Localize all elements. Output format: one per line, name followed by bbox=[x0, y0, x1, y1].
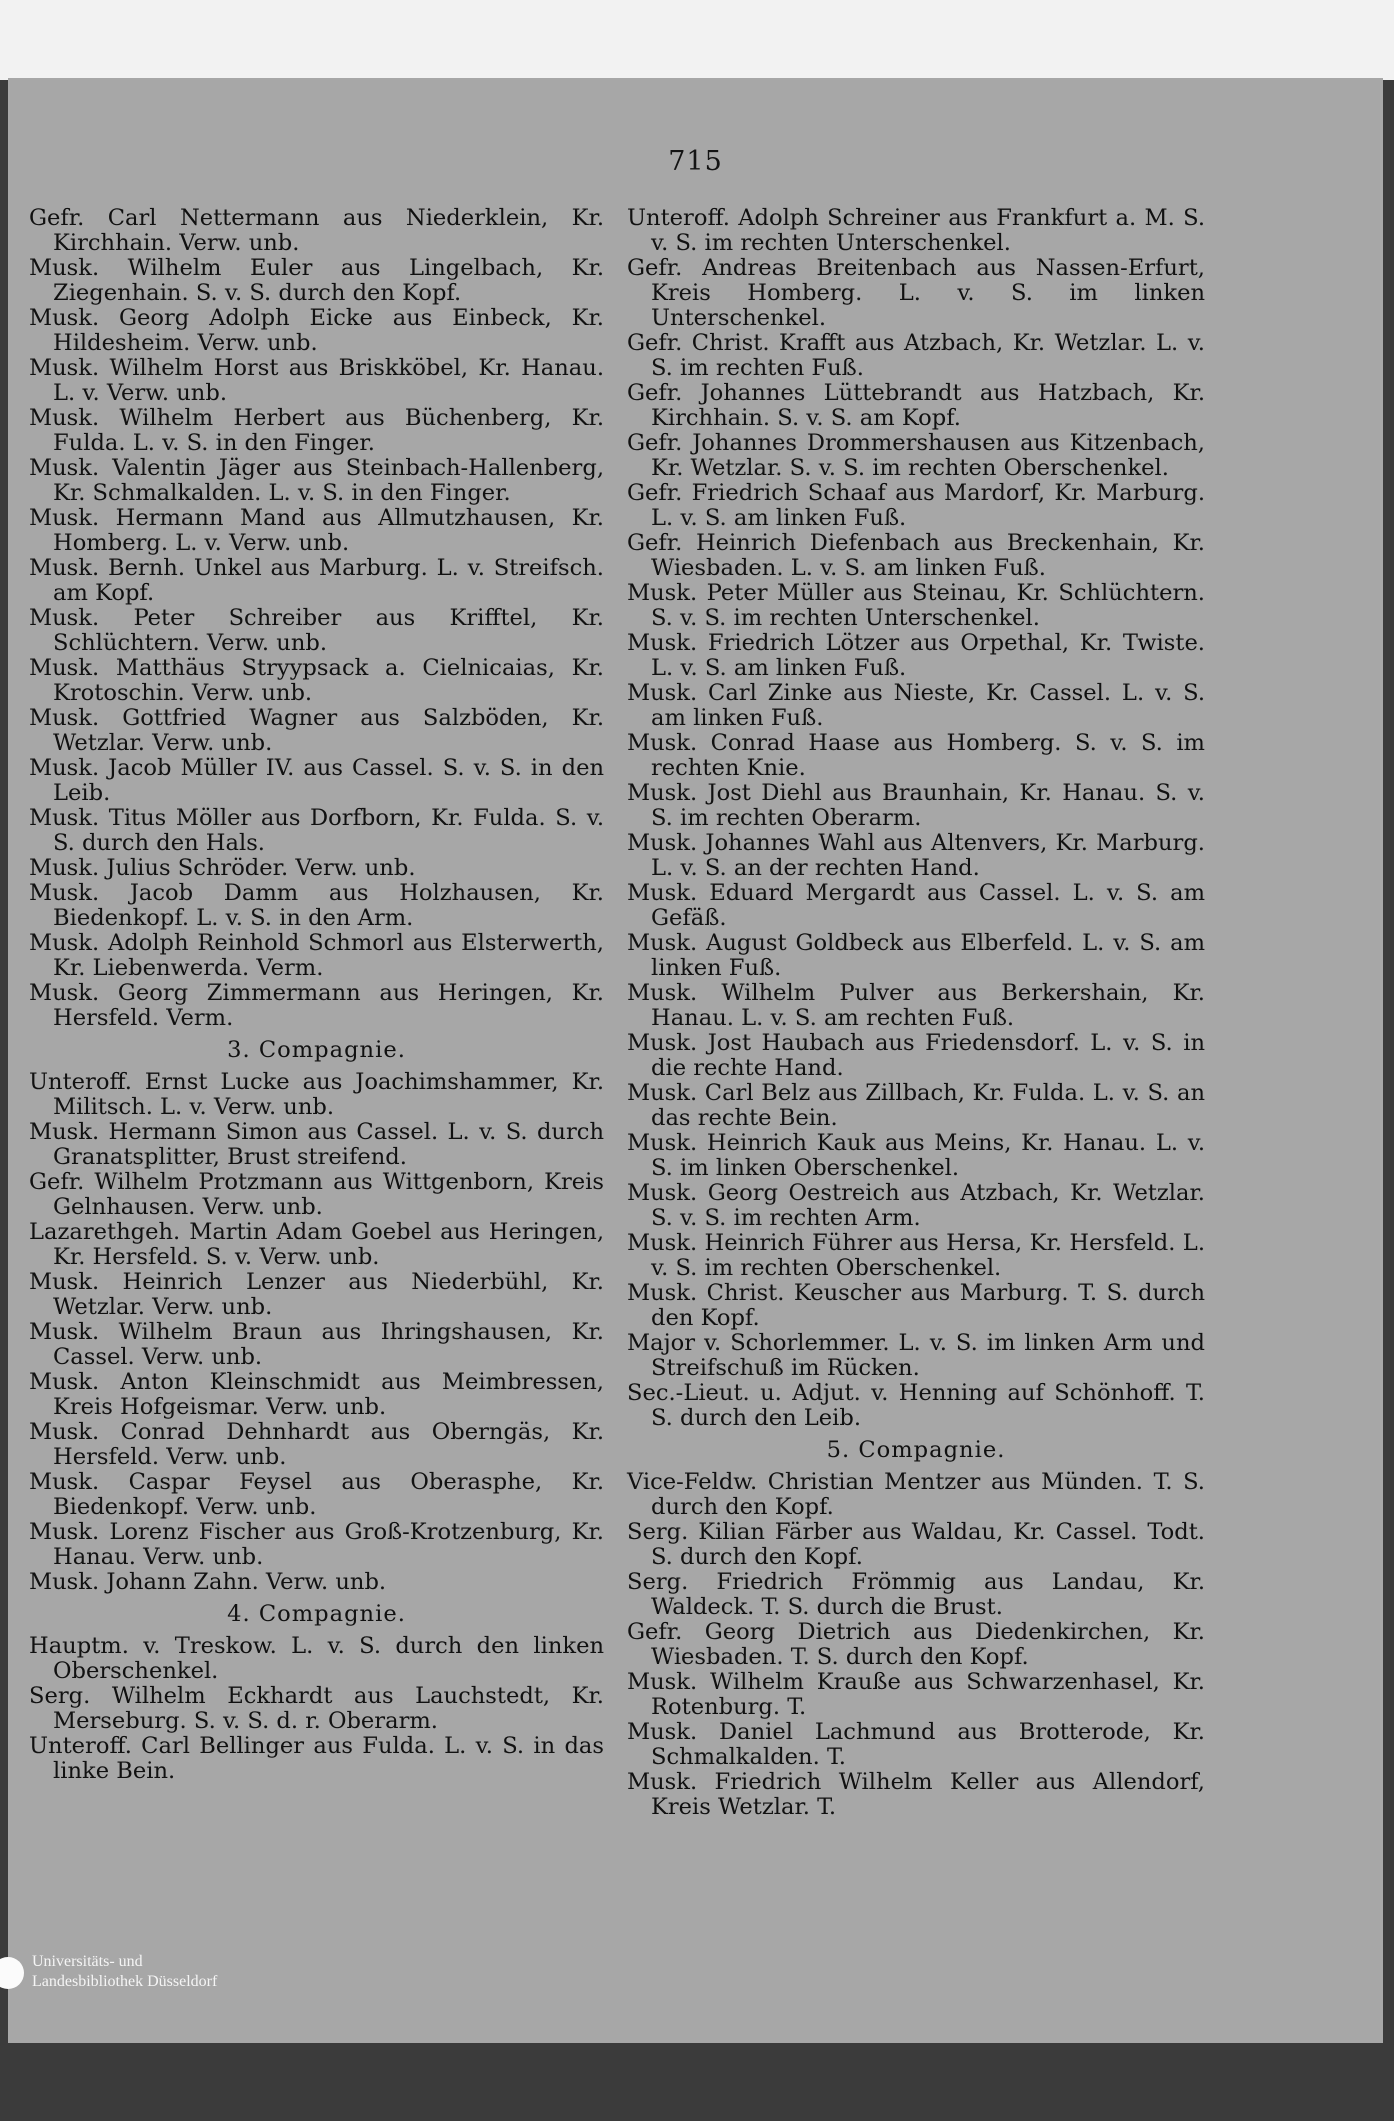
casualty-entry: Serg. Wilhelm Eckhardt aus Lauchstedt, Kr. Merseburg. S. v. S. d. r. Oberarm. bbox=[29, 1683, 604, 1734]
casualty-entry: Musk. Jost Haubach aus Friedensdorf. L. v. S. in die rechte Hand. bbox=[627, 1030, 1205, 1081]
section-heading: 4. Compagnie. bbox=[227, 1601, 406, 1627]
casualty-entry: Gefr. Friedrich Schaaf aus Mardorf, Kr. Marburg. L. v. S. am linken Fuß. bbox=[627, 480, 1205, 531]
right-column bbox=[627, 206, 1205, 1820]
casualty-entry: Musk. Wilhelm Pulver aus Berkershain, Kr. Hanau. L. v. S. am rechten Fuß. bbox=[627, 980, 1205, 1031]
casualty-entry: Musk. Wilhelm Braun aus Ihringshausen, Kr. Cassel. Verw. unb. bbox=[29, 1319, 604, 1370]
casualty-entry: Musk. Johannes Wahl aus Altenvers, Kr. Marburg. L. v. S. an der rechten Hand. bbox=[627, 830, 1205, 881]
casualty-entry: Musk. Peter Müller aus Steinau, Kr. Schlüchtern. S. v. S. im rechten Unterschenkel. bbox=[627, 580, 1205, 631]
casualty-entry: Musk. Heinrich Lenzer aus Niederbühl, Kr. Wetzlar. Verw. unb. bbox=[29, 1269, 604, 1320]
casualty-entry: Musk. Caspar Feysel aus Oberasphe, Kr. Biedenkopf. Verw. unb. bbox=[29, 1469, 604, 1520]
casualty-entry: Vice-Feldw. Christian Mentzer aus Münden. T. S. durch den Kopf. bbox=[627, 1469, 1205, 1520]
casualty-entry: Hauptm. v. Treskow. L. v. S. durch den linken Oberschenkel. bbox=[29, 1633, 604, 1684]
page-number: 715 bbox=[668, 146, 723, 177]
casualty-entry: Musk. Conrad Haase aus Homberg. S. v. S. im rechten Knie. bbox=[627, 730, 1205, 781]
casualty-entry: Musk. Friedrich Lötzer aus Orpethal, Kr. Twiste. L. v. S. am linken Fuß. bbox=[627, 630, 1205, 681]
casualty-entry: Musk. Daniel Lachmund aus Brotterode, Kr. Schmalkalden. T. bbox=[627, 1719, 1205, 1770]
casualty-entry: Musk. Carl Belz aus Zillbach, Kr. Fulda. L. v. S. an das rechte Bein. bbox=[627, 1080, 1205, 1131]
casualty-entry: Serg. Kilian Färber aus Waldau, Kr. Cassel. Todt. S. durch den Kopf. bbox=[627, 1519, 1205, 1570]
casualty-entry: Musk. Christ. Keuscher aus Marburg. T. S. durch den Kopf. bbox=[627, 1280, 1205, 1331]
casualty-entry: Musk. Wilhelm Euler aus Lingelbach, Kr. Ziegenhain. S. v. S. durch den Kopf. bbox=[29, 255, 604, 306]
casualty-entry: Gefr. Johannes Drommershausen aus Kitzenbach, Kr. Wetzlar. S. v. S. im rechten Oberschenkel. bbox=[627, 430, 1205, 481]
section-heading: 3. Compagnie. bbox=[227, 1037, 406, 1063]
casualty-entry: Musk. Eduard Mergardt aus Cassel. L. v. S. am Gefäß. bbox=[627, 880, 1205, 931]
casualty-entry: Musk. Valentin Jäger aus Steinbach-Hallenberg, Kr. Schmalkalden. L. v. S. in den Finger. bbox=[29, 455, 604, 506]
casualty-entry: Gefr. Carl Nettermann aus Niederklein, Kr. Kirchhain. Verw. unb. bbox=[29, 205, 604, 256]
casualty-entry: Gefr. Christ. Krafft aus Atzbach, Kr. Wetzlar. L. v. S. im rechten Fuß. bbox=[627, 330, 1205, 381]
casualty-entry: Musk. Hermann Mand aus Allmutzhausen, Kr. Homberg. L. v. Verw. unb. bbox=[29, 505, 604, 556]
casualty-entry: Gefr. Johannes Lüttebrandt aus Hatzbach, Kr. Kirchhain. S. v. S. am Kopf. bbox=[627, 380, 1205, 431]
document-page bbox=[8, 78, 1383, 2043]
casualty-entry: Unteroff. Carl Bellinger aus Fulda. L. v. S. in das linke Bein. bbox=[29, 1733, 604, 1784]
library-logo-icon bbox=[0, 1957, 24, 1989]
casualty-entry: Musk. Wilhelm Herbert aus Büchenberg, Kr. Fulda. L. v. S. in den Finger. bbox=[29, 405, 604, 456]
casualty-entry: Serg. Friedrich Frömmig aus Landau, Kr. Waldeck. T. S. durch die Brust. bbox=[627, 1569, 1205, 1620]
casualty-entry: Musk. Gottfried Wagner aus Salzböden, Kr. Wetzlar. Verw. unb. bbox=[29, 705, 604, 756]
library-logo-line-2: Landesbibliothek Düsseldorf bbox=[32, 1973, 218, 1990]
casualty-entry: Musk. Conrad Dehnhardt aus Oberngäs, Kr. Hersfeld. Verw. unb. bbox=[29, 1419, 604, 1470]
casualty-entry: Major v. Schorlemmer. L. v. S. im linken Arm und Streifschuß im Rücken. bbox=[627, 1330, 1205, 1381]
casualty-entry: Musk. Adolph Reinhold Schmorl aus Elsterwerth, Kr. Liebenwerda. Verm. bbox=[29, 930, 604, 981]
library-logo-line-1: Universitäts- und bbox=[32, 1953, 143, 1970]
casualty-entry: Unteroff. Adolph Schreiner aus Frankfurt a. M. S. v. S. im rechten Unterschenkel. bbox=[627, 205, 1205, 256]
casualty-entry: Musk. Hermann Simon aus Cassel. L. v. S. durch Granatsplitter, Brust streifend. bbox=[29, 1119, 604, 1170]
casualty-entry: Unteroff. Ernst Lucke aus Joachimshammer, Kr. Militsch. L. v. Verw. unb. bbox=[29, 1069, 604, 1120]
casualty-entry: Musk. Heinrich Kauk aus Meins, Kr. Hanau. L. v. S. im linken Oberschenkel. bbox=[627, 1130, 1205, 1181]
casualty-entry: Gefr. Wilhelm Protzmann aus Wittgenborn, Kreis Gelnhausen. Verw. unb. bbox=[29, 1169, 604, 1220]
casualty-entry: Musk. Georg Zimmermann aus Heringen, Kr. Hersfeld. Verm. bbox=[29, 980, 604, 1031]
library-logo bbox=[0, 1947, 320, 2007]
casualty-entry: Musk. Jost Diehl aus Braunhain, Kr. Hanau. S. v. S. im rechten Oberarm. bbox=[627, 780, 1205, 831]
casualty-entry: Gefr. Andreas Breitenbach aus Nassen-Erfurt, Kreis Homberg. L. v. S. im linken Unterschenkel. bbox=[627, 255, 1205, 331]
casualty-entry: Musk. Carl Zinke aus Nieste, Kr. Cassel. L. v. S. am linken Fuß. bbox=[627, 680, 1205, 731]
casualty-entry: Musk. August Goldbeck aus Elberfeld. L. v. S. am linken Fuß. bbox=[627, 930, 1205, 981]
casualty-entry: Musk. Matthäus Stryypsack a. Cielnicaias, Kr. Krotoschin. Verw. unb. bbox=[29, 655, 604, 706]
casualty-entry: Musk. Lorenz Fischer aus Groß-Krotzenburg, Kr. Hanau. Verw. unb. bbox=[29, 1519, 604, 1570]
casualty-entry: Musk. Wilhelm Krauße aus Schwarzenhasel, Kr. Rotenburg. T. bbox=[627, 1669, 1205, 1720]
scan-background-top bbox=[0, 0, 1394, 80]
casualty-entry: Sec.-Lieut. u. Adjut. v. Henning auf Schönhoff. T. S. durch den Leib. bbox=[627, 1380, 1205, 1431]
casualty-entry: Musk. Georg Adolph Eicke aus Einbeck, Kr. Hildesheim. Verw. unb. bbox=[29, 305, 604, 356]
casualty-entry: Musk. Julius Schröder. Verw. unb. bbox=[29, 855, 416, 881]
casualty-entry: Musk. Peter Schreiber aus Krifftel, Kr. Schlüchtern. Verw. unb. bbox=[29, 605, 604, 656]
casualty-entry: Lazarethgeh. Martin Adam Goebel aus Heringen, Kr. Hersfeld. S. v. Verw. unb. bbox=[29, 1219, 604, 1270]
section-heading: 5. Compagnie. bbox=[826, 1437, 1006, 1463]
casualty-entry: Musk. Titus Möller aus Dorfborn, Kr. Fulda. S. v. S. durch den Hals. bbox=[29, 805, 604, 856]
casualty-entry: Gefr. Heinrich Diefenbach aus Breckenhain, Kr. Wiesbaden. L. v. S. am linken Fuß. bbox=[627, 530, 1205, 581]
casualty-entry: Musk. Heinrich Führer aus Hersa, Kr. Hersfeld. L. v. S. im rechten Oberschenkel. bbox=[627, 1230, 1205, 1281]
left-column bbox=[29, 206, 604, 1784]
casualty-entry: Musk. Anton Kleinschmidt aus Meimbressen, Kreis Hofgeismar. Verw. unb. bbox=[29, 1369, 604, 1420]
casualty-entry: Musk. Bernh. Unkel aus Marburg. L. v. Streifsch. am Kopf. bbox=[29, 555, 604, 606]
casualty-entry: Musk. Jacob Damm aus Holzhausen, Kr. Biedenkopf. L. v. S. in den Arm. bbox=[29, 880, 604, 931]
casualty-entry: Musk. Friedrich Wilhelm Keller aus Allendorf, Kreis Wetzlar. T. bbox=[627, 1769, 1205, 1820]
casualty-entry: Musk. Johann Zahn. Verw. unb. bbox=[29, 1569, 387, 1595]
casualty-entry: Musk. Jacob Müller IV. aus Cassel. S. v. S. in den Leib. bbox=[29, 755, 604, 806]
casualty-entry: Musk. Wilhelm Horst aus Briskköbel, Kr. Hanau. L. v. Verw. unb. bbox=[29, 355, 604, 406]
casualty-entry: Musk. Georg Oestreich aus Atzbach, Kr. Wetzlar. S. v. S. im rechten Arm. bbox=[627, 1180, 1205, 1231]
casualty-entry: Gefr. Georg Dietrich aus Diedenkirchen, Kr. Wiesbaden. T. S. durch den Kopf. bbox=[627, 1619, 1205, 1670]
